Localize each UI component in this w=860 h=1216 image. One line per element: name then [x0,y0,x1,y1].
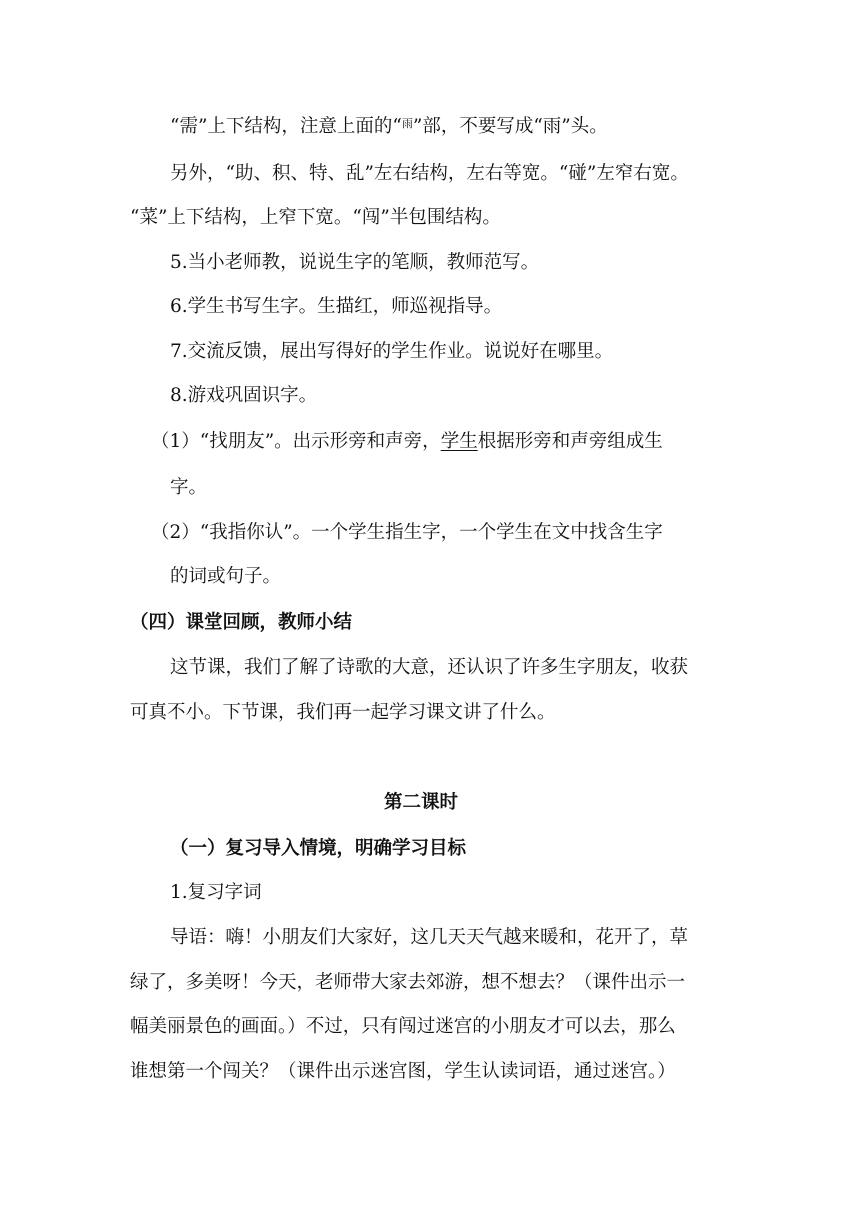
list-item: 1.复习字词 [170,882,262,903]
paragraph-line: 幅美丽景色的画面。）不过，只有闯过迷宫的小朋友才可以去，那么 [130,1016,676,1037]
radical-glyph: 雨 [401,117,413,130]
page-title: 第二课时 [384,792,459,813]
sub-list-item [151,429,663,455]
paragraph-line: “菜”上下结构，上窄下宽。“闯”半包围结构。 [130,207,501,228]
paragraph-line [170,114,608,142]
paragraph-line: 绿了，多美呀！今天，老师带大家去郊游，想不想去？（课件出示一 [130,972,686,993]
section-heading: （一）复习导入情境，明确学习目标 [170,838,467,859]
paragraph-line: 谁想第一个闯关？（课件出示迷宫图，学生认读词语，通过迷宫。） [130,1061,676,1082]
paragraph-line: 的词或句子。 [170,566,282,587]
list-item: 7.交流反馈，展出写得好的学生作业。说说好在哪里。 [170,341,614,362]
paragraph-line: 字。 [170,477,208,498]
section-heading: （四）课堂回顾，教师小结 [130,612,353,633]
paragraph-line: 可真不小。下节课，我们再一起学习课文讲了什么。 [130,702,556,723]
list-item: 6.学生书写生字。生描红，师巡视指导。 [170,296,503,317]
list-item: 5.当小老师教，说说生字的笔顺，教师范写。 [170,252,540,273]
underlined-text: 学生 [440,431,478,452]
paragraph-line: 导语：嗨！小朋友们大家好，这几天天气越来暖和，花开了，草 [170,927,689,948]
paragraph-line: 另外，“助、积、特、乱”左右结构，左右等宽。“碰”左窄右宽。 [170,163,689,184]
text-run: （1）“找朋友”。出示形旁和声旁， [151,431,441,452]
text-run: 根据形旁和声旁组成生 [477,431,663,452]
list-item: 8.游戏巩固识字。 [170,385,318,406]
paragraph-line: 这节课，我们了解了诗歌的大意，还认识了许多生字朋友，收获 [170,657,689,678]
text-run: ”部，不要写成“雨”头。 [412,116,608,137]
text-run: “需”上下结构，注意上面的“ [170,116,402,137]
sub-list-item: （2）“我指你认”。一个学生指生字，一个学生在文中找含生字 [151,522,663,543]
